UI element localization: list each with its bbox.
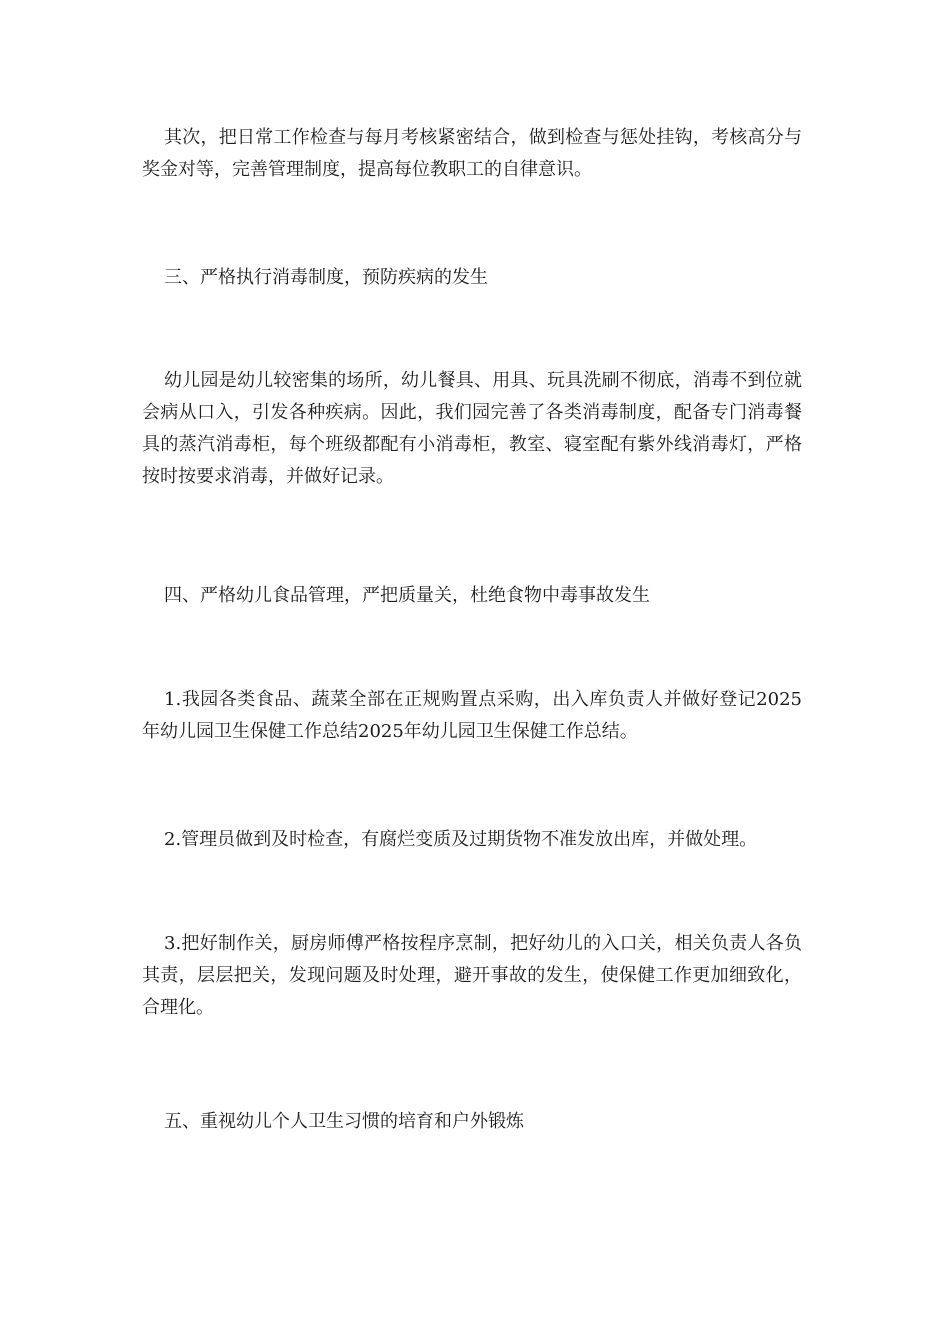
paragraph-production-control: 3.把好制作关，厨房师傅严格按程序烹制，把好幼儿的入口关，相关负责人各负其责，层层把关，发现问题及时处理，避开事故的发生，使保健工作更加细致化，合理化。 [142, 933, 802, 1018]
paragraph-food-procurement: 1.我园各类食品、蔬菜全部在正规购置点采购，出入库负责人并做好登记2025年幼儿园卫生保健工作总结2025年幼儿园卫生保健工作总结。 [142, 689, 802, 742]
paragraph-disinfection-system: 幼儿园是幼儿较密集的场所，幼儿餐具、用具、玩具洗刷不彻底，消毒不到位就会病从口入，引发各种疾病。因此，我们园完善了各类消毒制度，配备专门消毒餐具的蒸汽消毒柜，每个班级都配有小消毒柜，教室、寝室配有紫外线消毒灯，严格按时按要求消毒，并做好记录。 [142, 370, 802, 487]
paragraph-timely-inspection: 2.管理员做到及时检查，有腐烂变质及过期货物不准发放出库，并做处理。 [164, 829, 758, 850]
section-heading-disinfection: 三、严格执行消毒制度，预防疾病的发生 [164, 267, 488, 288]
section-heading-personal-hygiene: 五、重视幼儿个人卫生习惯的培育和户外锻炼 [164, 1111, 524, 1132]
paragraph-inspection-assessment: 其次，把日常工作检查与每月考核紧密结合，做到检查与惩处挂钩，考核高分与奖金对等，完善管理制度，提高每位教职工的自律意识。 [142, 127, 802, 180]
section-heading-food-management: 四、严格幼儿食品管理，严把质量关，杜绝食物中毒事故发生 [164, 585, 650, 606]
